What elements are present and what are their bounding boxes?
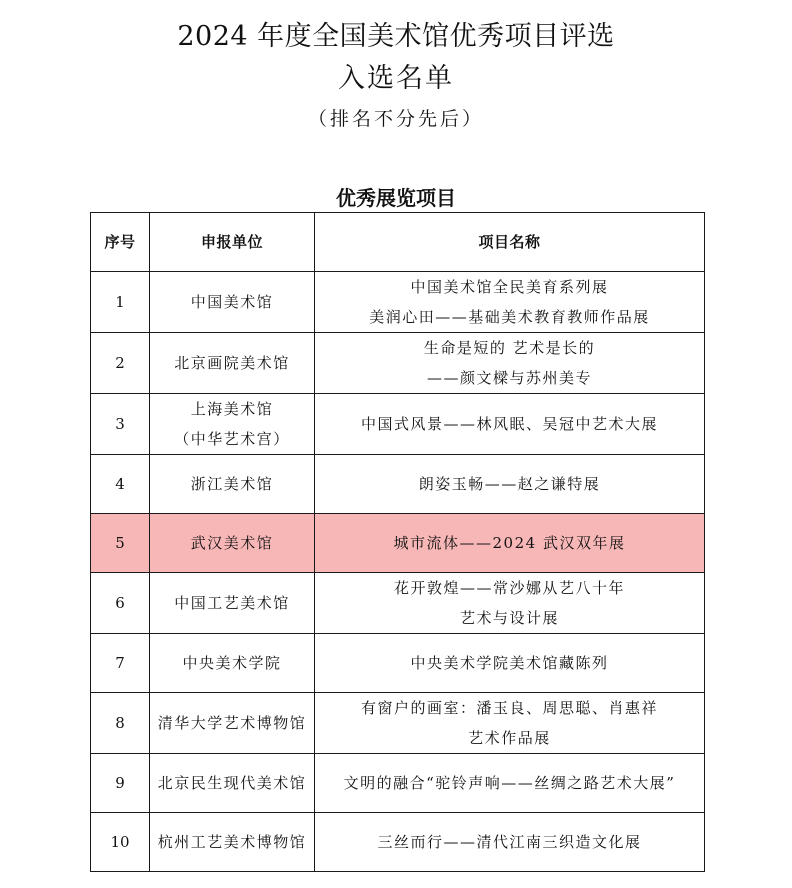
table-row xyxy=(91,754,705,813)
row-number: 1 xyxy=(91,272,150,333)
table-row xyxy=(91,394,705,455)
unit-cell xyxy=(150,573,315,634)
unit-cell-line: 中国工艺美术馆 xyxy=(174,594,290,612)
column-header-project: 项目名称 xyxy=(315,213,705,272)
table-row xyxy=(91,693,705,754)
project-cell xyxy=(315,813,705,872)
table-row xyxy=(91,634,705,693)
project-cell-line: 三丝而行——清代江南三织造文化展 xyxy=(377,833,642,851)
project-cell-line: 生命是短的 艺术是长的 xyxy=(423,339,596,357)
row-number: 8 xyxy=(91,693,150,754)
document-subtitle: 入选名单 xyxy=(338,63,454,94)
unit-cell xyxy=(150,514,315,573)
row-number: 4 xyxy=(91,455,150,514)
selection-table xyxy=(90,212,705,872)
project-cell-line: 艺术作品展 xyxy=(468,729,551,747)
table-row xyxy=(91,455,705,514)
row-number: 10 xyxy=(91,813,150,872)
unit-cell xyxy=(150,455,315,514)
unit-cell-line: 浙江美术馆 xyxy=(190,475,274,493)
table-header-row xyxy=(91,213,705,272)
project-cell-line: 中国美术馆全民美育系列展 xyxy=(410,278,609,296)
table-body xyxy=(91,272,705,872)
row-number: 5 xyxy=(91,514,150,573)
unit-cell xyxy=(150,333,315,394)
project-cell-line: 中国式风景——林风眠、吴冠中艺术大展 xyxy=(360,415,658,433)
project-cell xyxy=(315,634,705,693)
row-number: 3 xyxy=(91,394,150,455)
unit-cell xyxy=(150,754,315,813)
project-cell-line: 朗姿玉畅——赵之谦特展 xyxy=(418,475,601,493)
row-number: 9 xyxy=(91,754,150,813)
project-cell xyxy=(315,754,705,813)
project-cell-line: 中央美术学院美术馆藏陈列 xyxy=(410,654,609,672)
unit-cell-line: 中国美术馆 xyxy=(190,293,274,311)
unit-cell xyxy=(150,813,315,872)
project-cell xyxy=(315,272,705,333)
unit-cell-line: 北京画院美术馆 xyxy=(174,354,290,372)
project-cell-line: 花开敦煌——常沙娜从艺八十年 xyxy=(393,579,625,597)
unit-cell xyxy=(150,693,315,754)
project-cell xyxy=(315,514,705,573)
unit-cell-line: （中华艺术宫） xyxy=(174,430,290,448)
table-row xyxy=(91,573,705,634)
unit-cell-line: 武汉美术馆 xyxy=(190,534,274,552)
table-row xyxy=(91,813,705,872)
project-cell xyxy=(315,394,705,455)
unit-cell-line: 杭州工艺美术博物馆 xyxy=(157,833,307,851)
project-cell-line: 艺术与设计展 xyxy=(459,609,559,627)
project-cell-line: 有窗户的画室：潘玉良、周思聪、肖惠祥 xyxy=(360,699,658,717)
ranking-note: （排名不分先后） xyxy=(307,108,484,130)
section-title: 优秀展览项目 xyxy=(336,186,456,210)
unit-cell-line: 中央美术学院 xyxy=(182,654,282,672)
project-cell-line: 城市流体——2024 武汉双年展 xyxy=(393,534,626,552)
unit-cell xyxy=(150,272,315,333)
table-row xyxy=(91,272,705,333)
project-cell-line: 文明的融合“驼铃声响——丝绸之路艺术大展” xyxy=(343,774,676,792)
row-number: 7 xyxy=(91,634,150,693)
project-cell-line: 美润心田——基础美术教育教师作品展 xyxy=(369,308,650,326)
project-cell xyxy=(315,455,705,514)
row-number: 2 xyxy=(91,333,150,394)
column-header-unit: 申报单位 xyxy=(150,213,315,272)
column-header-number: 序号 xyxy=(91,213,150,272)
project-cell xyxy=(315,333,705,394)
document-title: 2024 年度全国美术馆优秀项目评选 xyxy=(177,21,615,52)
project-cell xyxy=(315,573,705,634)
unit-cell-line: 清华大学艺术博物馆 xyxy=(157,714,307,732)
unit-cell-line: 北京民生现代美术馆 xyxy=(157,774,307,792)
project-cell xyxy=(315,693,705,754)
unit-cell xyxy=(150,634,315,693)
table-row xyxy=(91,333,705,394)
row-number: 6 xyxy=(91,573,150,634)
unit-cell-line: 上海美术馆 xyxy=(190,400,274,418)
unit-cell xyxy=(150,394,315,455)
project-cell-line: ——颜文樑与苏州美专 xyxy=(426,369,592,387)
table-row xyxy=(91,514,705,573)
